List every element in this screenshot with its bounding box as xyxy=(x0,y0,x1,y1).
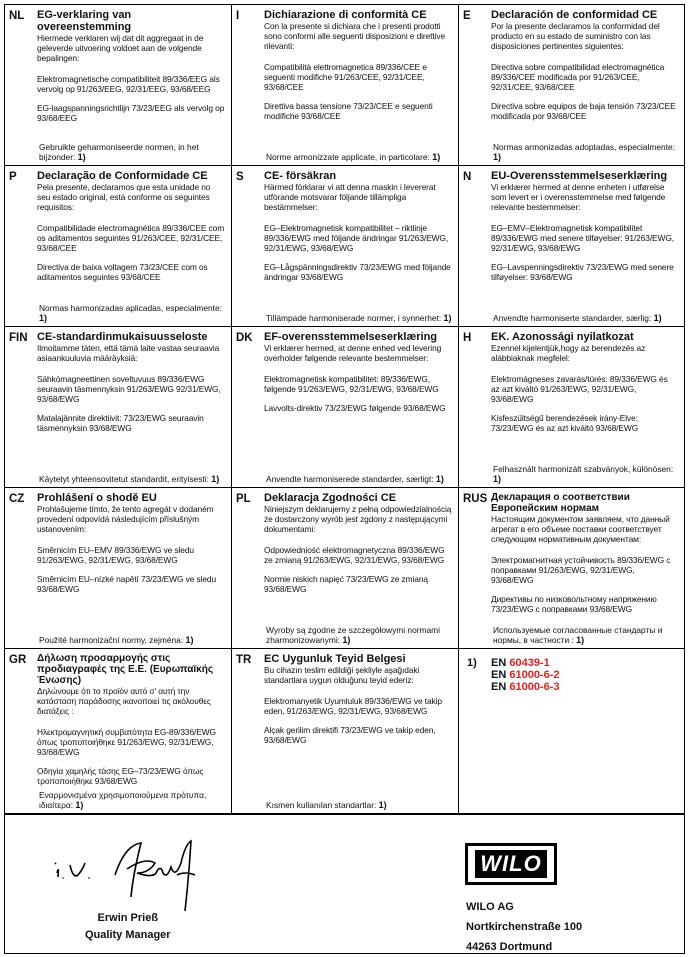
cell-title: EF-overensstemmelseserklæring xyxy=(264,331,438,343)
cell-content xyxy=(264,170,452,282)
standards-text: Εναρμονισμένα χρησιμοποιούμενα πρότυπα, ιδιαίτερα: xyxy=(39,790,207,810)
norm-entry xyxy=(491,681,678,693)
footnote-ref: 1) xyxy=(185,635,194,645)
norm-number: 60439-1 xyxy=(509,657,550,669)
language-code: PL xyxy=(236,493,251,505)
declaration-sheet xyxy=(4,4,685,954)
declaration-cell-cz xyxy=(5,488,232,649)
cell-paragraph: Lavvolts-direktiv 73/23/EWG følgende 93/68/EWG xyxy=(264,403,446,413)
footnote-ref: 1) xyxy=(653,313,662,323)
cell-title: Deklaracja Zgodności CE xyxy=(264,492,397,504)
standards-line xyxy=(266,313,454,323)
cell-paragraph: Con la presente si dichiara che i presenti prodotti sono conformi alle seguenti disposizioni e direttive rilevanti: xyxy=(264,21,446,51)
cell-paragraph: Hiermede verklaren wij dat dit aggregaat in de geleverde uitvoering voldoet aan de volgende bepalingen: xyxy=(37,33,204,63)
cell-paragraph: Настоящим документом заявляем, что данный агрегат в его объеме поставки соответствует следующим нормативным документам: xyxy=(491,514,670,544)
cell-paragraph: Por la presente declaramos la conformidad del producto en su estado de suministro con las disposiciones pertinentes siguientes: xyxy=(491,21,660,51)
cell-content xyxy=(491,331,678,433)
footnote-ref: 1) xyxy=(443,313,452,323)
cell-title: Prohlášení o shodě EU xyxy=(37,492,157,504)
cell-title: Declaración de conformidad CE xyxy=(491,9,658,21)
cell-paragraph: Odpowiedniość elektromagnetyczna 89/336/EWG ze zmianą 91/263/EWG, 92/31/EWG, 93/68/EWG xyxy=(264,545,445,565)
declaration-cell-i xyxy=(232,5,459,166)
signatory-name: Erwin Prieß xyxy=(97,912,159,924)
cell-paragraph: Vi erklærer hermed, at denne enhed ved levering overholder følgende relevante bestemmelser: xyxy=(264,343,442,363)
cell-content xyxy=(264,9,452,121)
cell-paragraph: EG–Elektromagnetisk kompatibilitet – riktlinje 89/336/EWG med följande ändringar 91/263/EWG, 92/31/EWG, 93/68/EWG xyxy=(264,223,449,253)
cell-paragraph: Matalajännite direktiivit: 73/23/EWG seuraavin täsmennyksin 93/68/EWG xyxy=(37,413,204,433)
cell-paragraph: Prohlašujeme tímto, že tento agregát v dodaném provedení odpovídá následujícím příslušným ustanovením: xyxy=(37,504,214,534)
cell-content xyxy=(37,9,225,123)
standards-line xyxy=(266,152,454,162)
cell-paragraph: Ilmoitamme täten, että tämä laite vastaa seuraavia asiaankuuluvia määräyksiä: xyxy=(37,343,220,363)
signature-image xyxy=(45,835,235,915)
cell-content xyxy=(264,653,452,745)
norm-prefix: EN xyxy=(491,669,510,681)
standards-text: Normas harmonizadas aplicadas, especialmente: xyxy=(39,303,222,313)
cell-title: EG-verklaring van overeenstemming xyxy=(37,9,132,33)
standards-text: Použité harmonizační normy, zejména: xyxy=(39,635,184,645)
footer xyxy=(5,814,684,954)
footnote-ref: 1) xyxy=(211,474,220,484)
cell-paragraph: Δηλώνουμε ότι το προϊόν αυτό σ' αυτή την κατάσταση παράδοσης ικανοποιεί τις ακόλουθες διατάξεις : xyxy=(37,686,211,716)
norms-footnote-ref: 1) xyxy=(467,657,477,669)
standards-text: Wyroby są zgodne ze szczegółowymi normami zharmonizowanymi: xyxy=(266,625,441,645)
standards-line xyxy=(39,303,227,323)
footnote-ref: 1) xyxy=(77,152,86,162)
language-code: P xyxy=(9,171,17,183)
declaration-cell-e xyxy=(459,5,684,166)
cell-paragraph: Директивы по низковольтному напряжению 73/23/EWG с поправками 93/68/EWG xyxy=(491,594,657,614)
declaration-cell-pl xyxy=(232,488,459,649)
language-code: S xyxy=(236,171,244,183)
standards-line xyxy=(39,635,227,645)
wilo-logo xyxy=(465,843,557,885)
signatory xyxy=(85,910,171,944)
cell-content xyxy=(264,492,452,594)
standards-line xyxy=(39,474,227,484)
company-city: 44263 Dortmund xyxy=(466,941,553,953)
cell-paragraph: Směrnicím EU–nízké napětí 73/23/EWG ve sledu 93/68/EWG xyxy=(37,574,217,594)
language-code: H xyxy=(463,332,472,344)
standards-text: Gebruikte geharmoniseerde normen, in het bijzonder: xyxy=(39,142,199,162)
cell-paragraph: Vi erklærer hermed at denne enheten i utførelse som levert er i overensstemmelse med følgende relevante bestemmelser: xyxy=(491,182,666,212)
standards-line xyxy=(266,800,454,810)
language-code: TR xyxy=(236,654,252,666)
declaration-cell-tr xyxy=(232,649,459,814)
cell-paragraph: Compatibilidade electromagnética 89/336/CEE com os aditamentos seguintes 91/263/CEE, 92/31/CEE, 93/68/CEE xyxy=(37,223,225,253)
cell-paragraph: Электромагнитная устойчивость 89/336/EWG с поправками 91/263/EWG, 92/31/EWG, 93/68/EWG xyxy=(491,555,671,585)
company-street: Nortkirchenstraße 100 xyxy=(466,921,583,933)
declaration-cell-n xyxy=(459,166,684,327)
company-name: WILO AG xyxy=(466,901,514,913)
cell-title: CE- försäkran xyxy=(264,170,337,182)
language-code: I xyxy=(236,10,240,22)
standards-line xyxy=(493,625,680,645)
footnote-ref: 1) xyxy=(39,313,48,323)
standards-text: Anvendte harmoniserte standarder, særlig: xyxy=(493,313,652,323)
cell-content xyxy=(491,9,678,121)
cell-paragraph: Sähkömagneettinen soveltuvuus 89/336/EWG seuraavin täsmennyksin 91/263/EWG 92/31/EWG, 93/68/EWG xyxy=(37,374,221,404)
cell-title: Δήλωση προσαρμογής στις προδιαγραφές της Ε.Ε. (Ευρωπαϊκής Ένωσης) xyxy=(37,653,214,686)
cell-content xyxy=(37,492,225,594)
norm-entry xyxy=(491,669,678,681)
norm-number: 61000-6-2 xyxy=(509,669,560,681)
cell-paragraph: Alçak gerilim direktifi 73/23/EWG ve takip eden, 93/68/EWG xyxy=(264,725,436,745)
declaration-cell-s xyxy=(232,166,459,327)
standards-line xyxy=(493,313,680,323)
language-code: N xyxy=(463,171,472,183)
cell-content xyxy=(264,331,452,413)
cell-paragraph: Ηλεκτρομαγνητική συμβατότητα EG-89/336/EWG όπως τροποποιήθηκε 91/263/EWG, 92/31/EWG, 93/68/EWG xyxy=(37,727,216,757)
standards-line xyxy=(493,142,680,162)
wilo-logo-text: WILO xyxy=(475,850,546,878)
footnote-ref: 1) xyxy=(493,474,502,484)
cell-paragraph: Directiva sobre equipos de baja tensión 73/23/CEE modificada por 93/68/CEE xyxy=(491,101,676,121)
norm-prefix: EN xyxy=(491,681,510,693)
footnote-ref: 1) xyxy=(75,800,84,810)
declaration-cell-nl xyxy=(5,5,232,166)
declaration-cell-h xyxy=(459,327,684,488)
footnote-ref: 1) xyxy=(576,635,585,645)
footnote-ref: 1) xyxy=(493,152,502,162)
cell-title: Декларация о соответствии Европейским нормам xyxy=(491,492,630,514)
norm-entry xyxy=(491,657,678,669)
cell-title: Dichiarazione di conformità CE xyxy=(264,9,427,21)
cell-paragraph: Elektromágneses zavarás/türés: 89/336/EWG és az azt kiváltó 91/263/EWG, 92/31/EWG, 93/68/EWG xyxy=(491,374,668,404)
cell-title: Declaração de Conformidade CE xyxy=(37,170,208,182)
footnote-ref: 1) xyxy=(435,474,444,484)
norms-cell xyxy=(459,649,684,814)
cell-paragraph: Compatibilità elettromagnetica 89/336/CEE e seguenti modifiche 91/263/CEE, 92/31/CEE, 93/68/CEE xyxy=(264,62,427,92)
cell-content xyxy=(37,170,225,282)
footnote-ref: 1) xyxy=(342,635,351,645)
cell-paragraph: Směrnicím EU–EMV 89/336/EWG ve sledu 91/263/EWG, 92/31/EWG, 93/68/EWG xyxy=(37,545,194,565)
standards-text: Tillämpade harmoniserade normer, i synnerhet: xyxy=(266,313,442,323)
cell-paragraph: Kisfeszültségű berendezések irány-Elve: 73/23/EWG és az azt kiváltó 93/68/EWG xyxy=(491,413,639,433)
cell-paragraph: Elektromanyetik Uyumluluk 89/336/EWG ve takip eden, 91/263/EWG, 92/31/EWG, 93/68/EWG xyxy=(264,696,442,716)
declaration-cell-dk xyxy=(232,327,459,488)
cell-content xyxy=(37,653,225,786)
signatory-role: Quality Manager xyxy=(85,929,171,941)
cell-paragraph: Pela presente, declaramos que esta unidade no seu estado original, está conforme os seguintes requisitos: xyxy=(37,182,211,212)
standards-line xyxy=(39,790,227,810)
norm-number: 61000-6-3 xyxy=(509,681,560,693)
cell-paragraph: Direttiva bassa tensione 73/23/CEE e seguenti modifiche 93/68/CEE xyxy=(264,101,433,121)
company-address xyxy=(466,897,582,957)
standards-text: Norme armonizzate applicate, in particolare: xyxy=(266,152,430,162)
footnote-ref: 1) xyxy=(432,152,441,162)
standards-line xyxy=(266,625,454,645)
cell-paragraph: EG–EMV–Elektromagnetisk kompatibilitet 89/336/EWG med senere tilføyelser: 91/263/EWG, 92/31/EWG, 93/68/EWG xyxy=(491,223,674,253)
cell-content xyxy=(491,492,678,614)
cell-paragraph: Directiva sobre compatibilidad electromagnética 89/336/CEE modificada por 91/263/CEE, 92/31/CEE, 93/68/CEE xyxy=(491,62,665,92)
cell-paragraph: Ezennel kijelentjük,hogy az berendezés az alábbiaknak megfelel: xyxy=(491,343,646,363)
language-grid xyxy=(5,5,684,814)
cell-title: EK. Azonossági nyilatkozat xyxy=(491,331,634,343)
standards-text: Kısmen kullanılan standartlar: xyxy=(266,800,377,810)
language-code: CZ xyxy=(9,493,25,505)
cell-content xyxy=(37,331,225,433)
cell-content xyxy=(491,170,678,282)
cell-paragraph: Härmed förklarar vi att denna maskin i levererat utförande motsvarar följande tillämpliga bestämmelser: xyxy=(264,182,436,212)
language-code: NL xyxy=(9,10,25,22)
standards-text: Normas armonizadas adoptadas, especialmente: xyxy=(493,142,676,152)
language-code: RUS xyxy=(463,493,488,505)
cell-paragraph: Οδηγία χαμηλής τάσης EG–73/23/EWG όπως τροποποιήθηκε 93/68/EWG xyxy=(37,766,204,786)
cell-paragraph: EG–Lågspänningsdirektiv 73/23/EWG med följande ändringar 93/68/EWG xyxy=(264,262,451,282)
language-code: DK xyxy=(236,332,253,344)
standards-line xyxy=(493,464,680,484)
declaration-cell-fin xyxy=(5,327,232,488)
standards-text: Anvendte harmoniserede standarder, særligt: xyxy=(266,474,434,484)
cell-paragraph: EG–Lavspenningsdirektiv 73/23/EWG med senere tilføyelser: 93/68/EWG xyxy=(491,262,674,282)
footnote-ref: 1) xyxy=(378,800,387,810)
cell-title: CE-standardinmukaisuusseloste xyxy=(37,331,208,343)
cell-paragraph: Elektromagnetische compatibiliteit 89/336/EEG als vervolg op 91/263/EEG, 92/31/EEG, 93/68/EEG xyxy=(37,74,220,94)
standards-text: Felhasznált harmonizált szabványok, különösen: xyxy=(493,464,674,474)
declaration-cell-rus xyxy=(459,488,684,649)
cell-paragraph: EG-laagspanningsrichtlijn 73/23/EEG als vervolg op 93/68/EEG xyxy=(37,103,225,123)
language-code: E xyxy=(463,10,471,22)
language-code: FIN xyxy=(9,332,28,344)
cell-title: EC Uygunluk Teyid Belgesi xyxy=(264,653,406,665)
cell-paragraph: Bu cihazın teslim edildiği şekliyle aşağıdaki standartlara uygun olduğunu teyid ederiz: xyxy=(264,665,420,685)
standards-text: Используемые согласованные стандарты и нормы, в частности : xyxy=(493,625,663,645)
cell-paragraph: Niniejszym deklarujemy z pełną odpowiedzialnością że dostarczony wyrób jest zgdony z następującymi dokumentami: xyxy=(264,504,452,534)
cell-paragraph: Normie niskich napięć 73/23/EWG ze zmianą 93/68/EWG xyxy=(264,574,428,594)
cell-paragraph: Directiva de baixa voltagem 73/23/CEE com os aditamentos seguintes 93/68/CEE xyxy=(37,262,208,282)
standards-line xyxy=(39,142,227,162)
standards-text: Käytetyt yhteensovitetut standardit, erityisesti: xyxy=(39,474,209,484)
standards-line xyxy=(266,474,454,484)
language-code: GR xyxy=(9,654,27,666)
cell-title: EU-Overensstemmelseserklæring xyxy=(491,170,668,182)
declaration-cell-p xyxy=(5,166,232,327)
cell-paragraph: Elektromagnetisk kompatibilitet: 89/336/EWG, følgende 91/263/EWG, 92/31/EWG, 93/68/EWG xyxy=(264,374,439,394)
norm-prefix: EN xyxy=(491,657,510,669)
declaration-cell-gr xyxy=(5,649,232,814)
